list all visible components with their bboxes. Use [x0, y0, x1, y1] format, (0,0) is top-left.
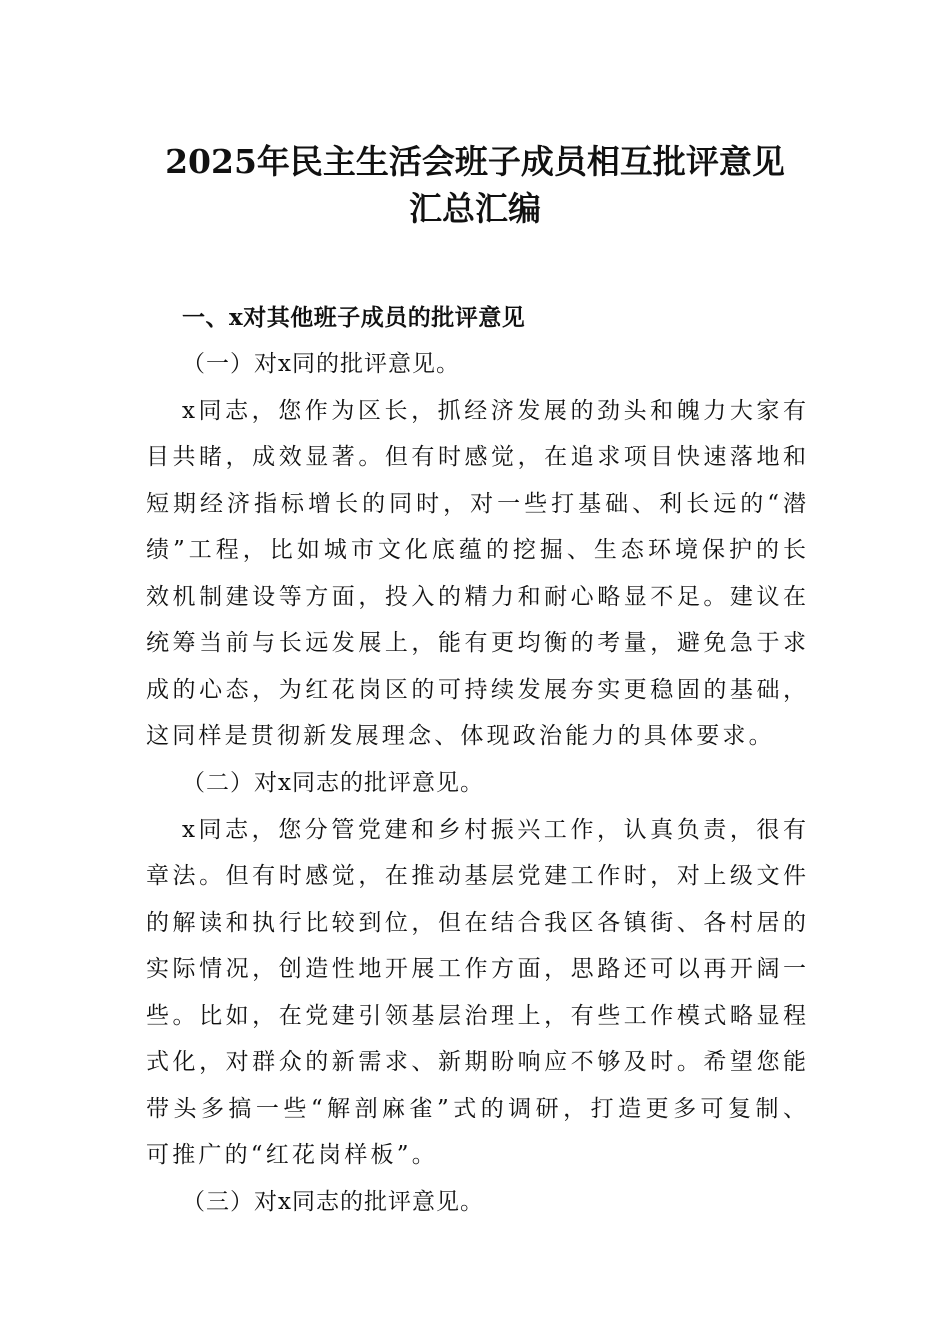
subsection-heading-3: （三）对x同志的批评意见。 [182, 1189, 484, 1215]
paragraph-2-line: x同志，您分管党建和乡村振兴工作，认真负责，很有 [182, 817, 806, 843]
paragraph-1-line: 目共睹，成效显著。但有时感觉，在追求项目快速落地和 [146, 444, 806, 470]
paragraph-1-line: x同志，您作为区长，抓经济发展的劲头和魄力大家有 [182, 398, 806, 424]
document-title-line-1: 2025年民主生活会班子成员相互批评意见 [165, 142, 785, 181]
subsection-heading-1: （一）对x同的批评意见。 [182, 351, 460, 377]
paragraph-2-line: 实际情况，创造性地开展工作方面，思路还可以再开阔一 [146, 956, 806, 982]
subsection-heading-2: （二）对x同志的批评意见。 [182, 770, 484, 796]
paragraph-2-line: 些。比如，在党建引领基层治理上，有些工作模式略显程 [146, 1003, 806, 1029]
document-title-line-2: 汇总汇编 [409, 189, 541, 228]
paragraph-1-line: 统筹当前与长远发展上，能有更均衡的考量，避免急于求 [146, 630, 806, 656]
paragraph-2-line: 式化，对群众的新需求、新期盼响应不够及时。希望您能 [146, 1049, 806, 1075]
paragraph-1-line: 成的心态，为红花岗区的可持续发展夯实更稳固的基础， [146, 677, 806, 703]
paragraph-1-line: 短期经济指标增长的同时，对一些打基础、利长远的“潜 [146, 491, 806, 517]
paragraph-2-line: 带头多搞一些“解剖麻雀”式的调研，打造更多可复制、 [146, 1096, 806, 1122]
paragraph-2-line: 章法。但有时感觉，在推动基层党建工作时，对上级文件 [146, 863, 806, 889]
paragraph-2-line: 可推广的“红花岗样板”。 [146, 1142, 438, 1168]
paragraph-2-line: 的解读和执行比较到位，但在结合我区各镇街、各村居的 [146, 910, 806, 936]
section-heading: 一、x对其他班子成员的批评意见 [182, 304, 526, 331]
paragraph-1-line: 效机制建设等方面，投入的精力和耐心略显不足。建议在 [146, 584, 806, 610]
paragraph-1-line: 绩”工程，比如城市文化底蕴的挖掘、生态环境保护的长 [146, 537, 806, 563]
paragraph-1-line: 这同样是贯彻新发展理念、体现政治能力的具体要求。 [146, 723, 775, 749]
